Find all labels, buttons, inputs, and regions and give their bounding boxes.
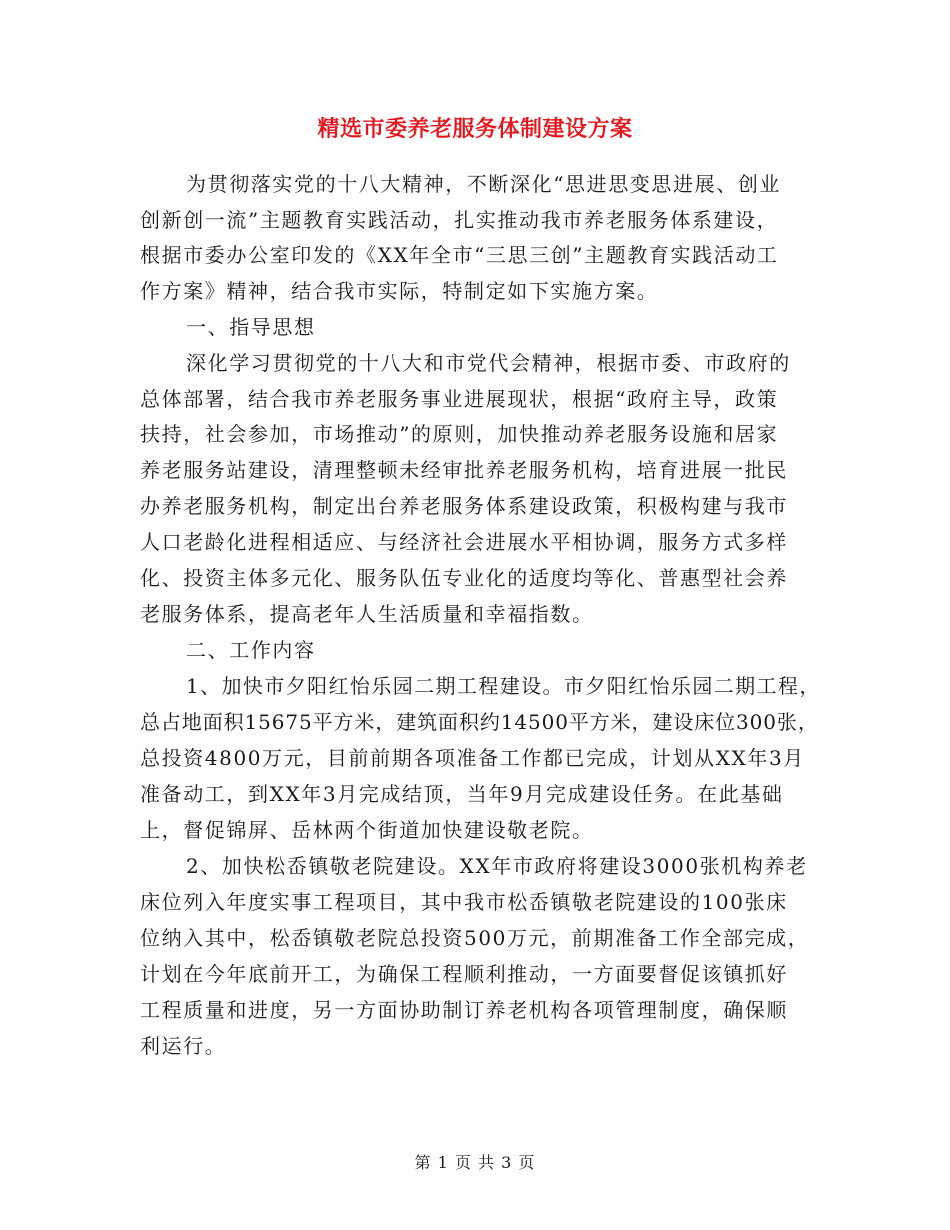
paragraph-line: 创新创一流”主题教育实践活动，扎实推动我市养老服务体系建设， [140, 208, 779, 232]
paragraph-line: 为贯彻落实党的十八大精神，不断深化“思进思变思进展、创业 [186, 172, 782, 196]
paragraph-line: 根据市委办公室印发的《XX年全市“三思三创”主题教育实践活动工 [140, 243, 779, 267]
page-number-footer: 第 1 页 共 3 页 [414, 1153, 536, 1172]
paragraph-line: 办养老服务机构，制定出台养老服务体系建设政策，积极构建与我市 [140, 494, 788, 518]
paragraph-line: 位纳入其中，松岙镇敬老院总投资500万元，前期准备工作全部完成， [140, 926, 810, 950]
paragraph-line: 1、加快市夕阳红怡乐园二期工程建设。市夕阳红怡乐园二期工程， [186, 674, 821, 698]
paragraph-line: 扶持，社会参加，市场推动”的原则，加快推动养老服务设施和居家 [140, 422, 779, 446]
paragraph-line: 养老服务站建设，清理整顿未经审批养老服务机构，培育进展一批民 [140, 458, 788, 482]
paragraph-line: 利运行。 [140, 1034, 227, 1058]
document-title: 精选市委养老服务体制建设方案 [317, 116, 633, 142]
section-heading: 一、指导思想 [186, 315, 316, 339]
paragraph-line: 总占地面积15675平方米，建筑面积约14500平方米，建设床位300张， [140, 710, 819, 734]
paragraph-line: 计划在今年底前开工，为确保工程顺利推动，一方面要督促该镇抓好 [140, 962, 788, 986]
paragraph-line: 人口老龄化进程相适应、与经济社会进展水平相协调，服务方式多样 [140, 530, 788, 554]
paragraph-line: 作方案》精神，结合我市实际，特制定如下实施方案。 [140, 279, 659, 303]
paragraph-line: 工程质量和进度，另一方面协助制订养老机构各项管理制度，确保顺 [140, 998, 788, 1022]
paragraph-line: 老服务体系，提高老年人生活质量和幸福指数。 [140, 602, 594, 626]
paragraph-line: 2、加快松岙镇敬老院建设。XX年市政府将建设3000张机构养老 [186, 854, 808, 878]
paragraph-line: 总体部署，结合我市养老服务事业进展现状，根据“政府主导，政策 [140, 387, 779, 411]
paragraph-line: 床位列入年度实事工程项目，其中我市松岙镇敬老院建设的100张床 [140, 890, 788, 914]
section-heading: 二、工作内容 [186, 638, 316, 662]
paragraph-line: 总投资4800万元，目前前期各项准备工作都已完成，计划从XX年3月 [140, 746, 805, 770]
paragraph-line: 深化学习贯彻党的十八大和市党代会精神，根据市委、市政府的 [186, 351, 791, 375]
paragraph-line: 化、投资主体多元化、服务队伍专业化的适度均等化、普惠型社会养 [140, 566, 788, 590]
paragraph-line: 准备动工，到XX年3月完成结顶，当年9月完成建设任务。在此基础 [140, 782, 784, 806]
paragraph-line: 上，督促锦屏、岳林两个街道加快建设敬老院。 [140, 818, 594, 842]
